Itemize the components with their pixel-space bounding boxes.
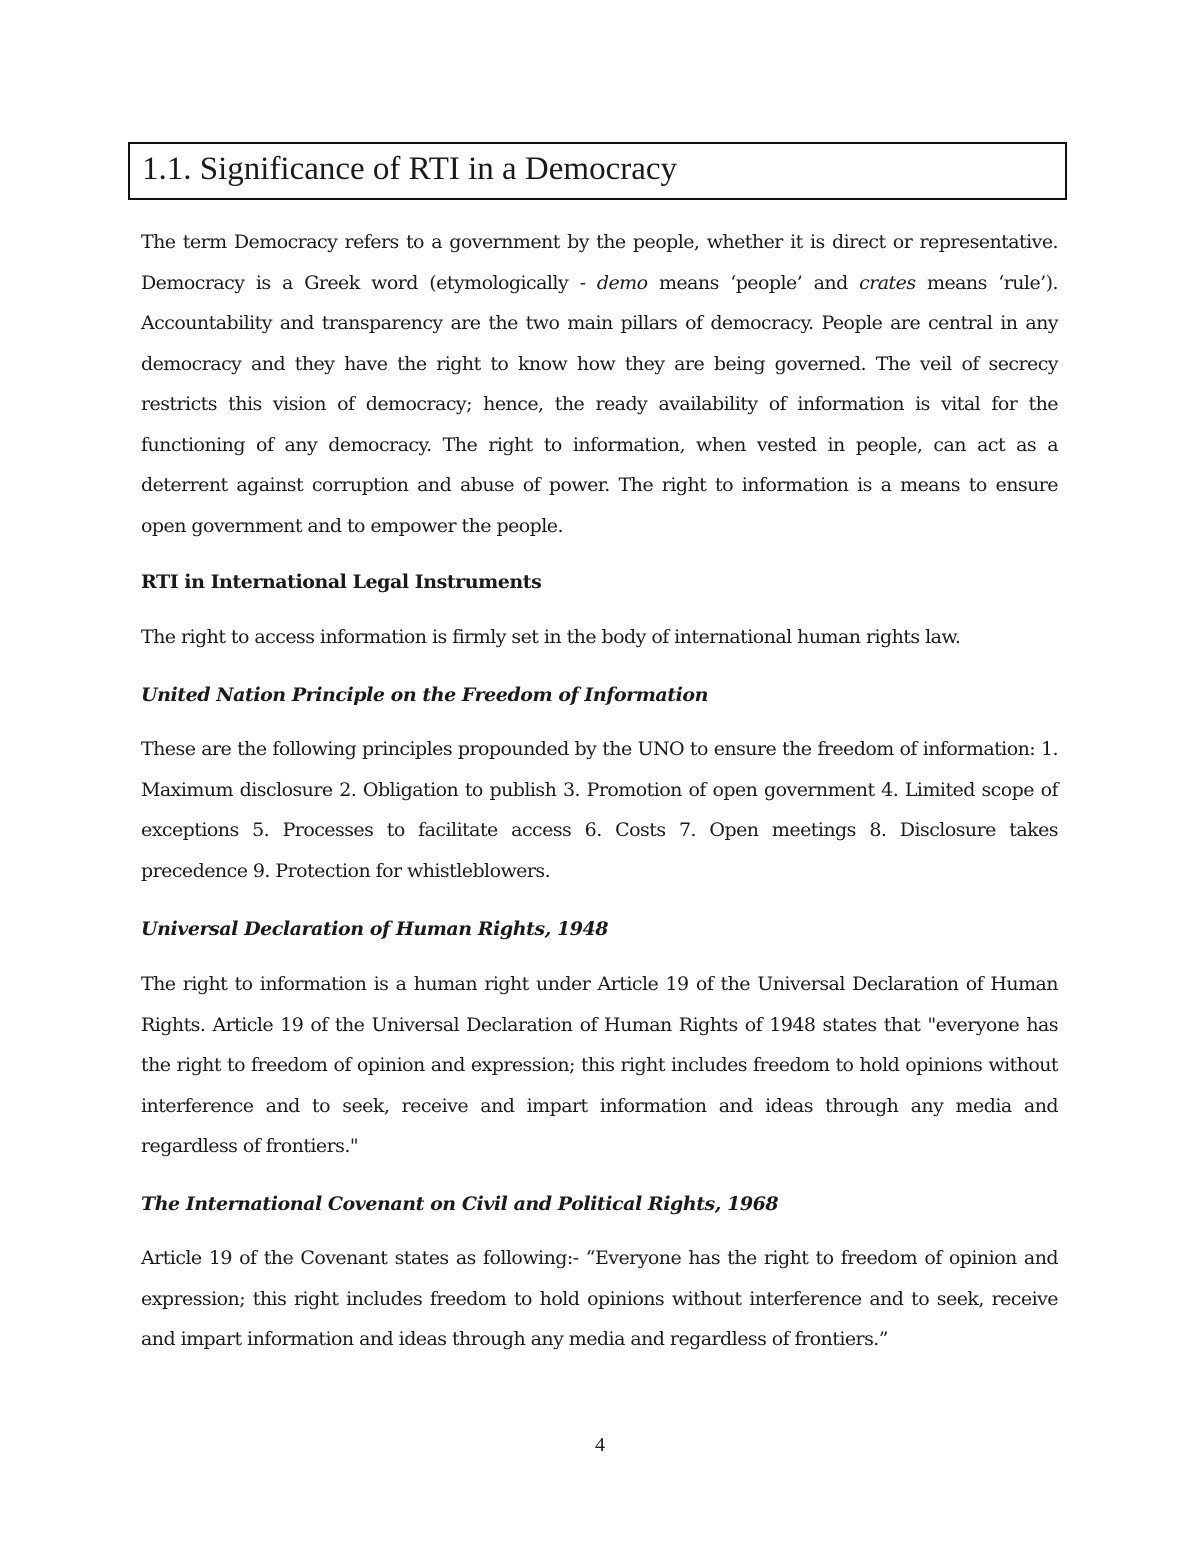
intro-text-3: means ‘rule’). Accountability and transparency are the two main pillars of democracy. People are central in any democracy and they have the right to know how they are being governed. The veil of secrecy restricts this vision of democracy; hence, the ready availability of information is vital for the functioning of any democracy. The right to information, when vested in people, can act as a deterrent against corruption and abuse of power. The right to information is a means to ensure open government and to empower the people. — [141, 271, 1058, 537]
page-number: 4 — [595, 1434, 605, 1456]
section-title-box — [128, 142, 1067, 200]
iccpr-paragraph: Article 19 of the Covenant states as following:- “Everyone has the right to freedom of opinion and expression; this right includes freedom to hold opinions without interference and to seek, receive and impart information and ideas through any media and regardless of frontiers.” — [141, 1247, 1058, 1350]
intro-text-2: means ‘people’ and — [647, 271, 860, 294]
intro-paragraph — [141, 222, 1058, 546]
rti-paragraph: The right to access information is firmly set in the body of international human rights law. — [141, 626, 961, 648]
rti-heading: RTI in International Legal Instruments — [141, 571, 542, 593]
un-paragraph: These are the following principles propounded by the UNO to ensure the freedom of information: 1. Maximum disclosure 2. Obligation to publish 3. Promotion of open government 4. Limited scope of exceptions 5. Processes to facilitate access 6. Costs 7. Open meetings 8. Disclosure takes precedence 9. Protection for whistleblowers. — [141, 738, 1058, 882]
un-heading: United Nation Principle on the Freedom of Information — [141, 684, 708, 706]
crates-term: crates — [859, 271, 916, 294]
intro-text-1: The term Democracy refers to a government by the people, whether it is direct or representative. Democracy is a Greek word (etymologically - — [141, 231, 1058, 294]
udhr-paragraph: The right to information is a human right under Article 19 of the Universal Declaration of Human Rights. Article 19 of the Universal Declaration of Human Rights of 1948 states that "everyone has the right to freedom of opinion and expression; this right includes freedom to hold opinions without interference and to seek, receive and impart information and ideas through any media and regardless of frontiers." — [141, 973, 1058, 1157]
udhr-heading: Universal Declaration of Human Rights, 1948 — [141, 918, 609, 940]
section-title: 1.1. Significance of RTI in a Democracy — [142, 151, 677, 187]
demo-term: demo — [596, 271, 648, 294]
iccpr-heading: The International Covenant on Civil and Political Rights, 1968 — [141, 1193, 779, 1215]
